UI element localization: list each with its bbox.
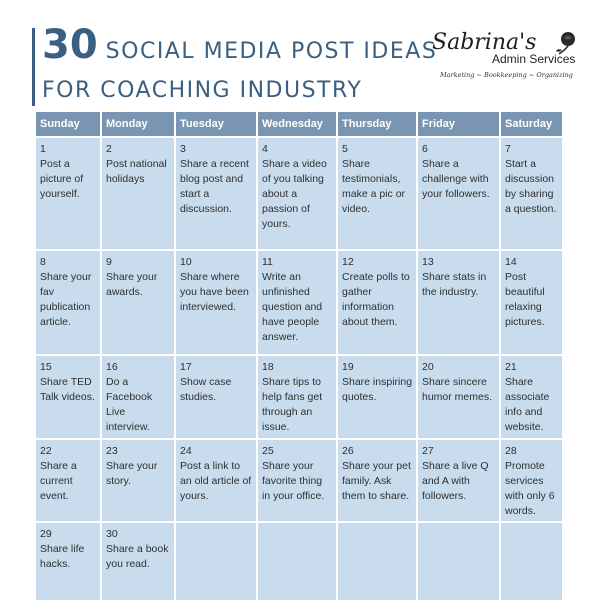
logo-subname: Admin Services <box>492 52 576 66</box>
calendar-day-cell <box>338 138 416 249</box>
day-header-tuesday: Tuesday <box>176 112 256 136</box>
day-number: 10 <box>180 256 192 268</box>
post-idea-text: Post national holidays <box>106 158 167 185</box>
post-idea-text: Share life hacks. <box>40 543 85 570</box>
post-idea-text: Share tips to help fans get through an issue. <box>262 376 323 433</box>
calendar-day-cell <box>501 440 562 521</box>
calendar-day-cell <box>102 356 174 438</box>
day-number: 27 <box>422 445 434 457</box>
post-idea-text: Share a live Q and A with followers. <box>422 460 489 502</box>
calendar-day-cell <box>501 251 562 354</box>
post-idea-text: Share sincere humor memes. <box>422 376 493 403</box>
calendar-day-cell <box>418 356 499 438</box>
calendar-day-cell <box>102 138 174 249</box>
empty-calendar-cell <box>338 523 416 600</box>
post-idea-text: Share TED Talk videos. <box>40 376 95 403</box>
post-idea-text: Share your favorite thing in your office. <box>262 460 325 502</box>
day-number: 24 <box>180 445 192 457</box>
day-number: 6 <box>422 143 428 155</box>
day-number: 4 <box>262 143 268 155</box>
day-number: 26 <box>342 445 354 457</box>
calendar-day-cell <box>338 440 416 521</box>
day-number: 1 <box>40 143 46 155</box>
day-header-friday: Friday <box>418 112 499 136</box>
post-idea-text: Share associate info and website. <box>505 376 550 433</box>
calendar-day-cell <box>36 138 100 249</box>
post-idea-text: Share a challenge with your followers. <box>422 158 490 200</box>
post-idea-text: Share your fav publication article. <box>40 271 92 328</box>
post-idea-text: Share a book you read. <box>106 543 169 570</box>
calendar-day-cell <box>258 251 336 354</box>
day-number: 12 <box>342 256 354 268</box>
empty-calendar-cell <box>501 523 562 600</box>
day-number: 22 <box>40 445 52 457</box>
calendar-day-cell <box>36 440 100 521</box>
calendar-day-cell <box>102 523 174 600</box>
post-idea-text: Share a video of you talking about a passion of yours. <box>262 158 327 230</box>
page-title <box>42 22 437 66</box>
post-idea-text: Promote services with only 6 words. <box>505 460 555 517</box>
day-number: 18 <box>262 361 274 373</box>
title-accent-bar <box>32 28 35 106</box>
title-text: SOCIAL MEDIA POST IDEAS <box>105 39 438 64</box>
day-header-wednesday: Wednesday <box>258 112 336 136</box>
day-header-saturday: Saturday <box>501 112 562 136</box>
logo-tagline: Marketing ~ Bookkeeping ~ Organizing <box>440 71 573 79</box>
calendar-day-cell <box>258 356 336 438</box>
post-idea-text: Share your story. <box>106 460 158 487</box>
day-number: 11 <box>262 256 273 268</box>
day-header-monday: Monday <box>102 112 174 136</box>
day-header-thursday: Thursday <box>338 112 416 136</box>
calendar-day-cell <box>258 138 336 249</box>
page-header <box>0 0 600 112</box>
empty-calendar-cell <box>258 523 336 600</box>
post-idea-text: Create polls to gather information about them. <box>342 271 410 328</box>
day-number: 8 <box>40 256 46 268</box>
calendar-day-cell <box>102 251 174 354</box>
post-idea-text: Post beautiful relaxing pictures. <box>505 271 545 328</box>
day-number: 19 <box>342 361 354 373</box>
calendar-day-cell <box>338 251 416 354</box>
day-number: 13 <box>422 256 434 268</box>
company-logo <box>430 30 590 84</box>
day-number: 3 <box>180 143 186 155</box>
calendar-day-cell <box>36 356 100 438</box>
calendar-day-cell <box>176 138 256 249</box>
day-header-sunday: Sunday <box>36 112 100 136</box>
post-idea-text: Start a discussion by sharing a question. <box>505 158 557 215</box>
empty-calendar-cell <box>176 523 256 600</box>
logo-name: Sabrina's <box>432 30 537 55</box>
calendar-day-cell <box>176 356 256 438</box>
calendar-day-cell <box>501 138 562 249</box>
day-number: 9 <box>106 256 112 268</box>
calendar-day-cell <box>36 523 100 600</box>
post-idea-text: Share stats in the industry. <box>422 271 487 298</box>
day-number: 21 <box>505 361 517 373</box>
title-number: 30 <box>42 22 98 68</box>
day-number: 5 <box>342 143 348 155</box>
calendar-day-cell <box>176 440 256 521</box>
day-number: 30 <box>106 528 118 540</box>
post-idea-text: Share a current event. <box>40 460 77 502</box>
page-subtitle: FOR COACHING INDUSTRY <box>42 78 363 103</box>
calendar-day-cell <box>418 251 499 354</box>
calendar-day-cell <box>258 440 336 521</box>
post-idea-text: Show case studies. <box>180 376 232 403</box>
post-idea-text: Post a picture of yourself. <box>40 158 84 200</box>
post-idea-text: Share your awards. <box>106 271 158 298</box>
calendar-day-cell <box>501 356 562 438</box>
day-number: 23 <box>106 445 118 457</box>
calendar-day-cell <box>36 251 100 354</box>
post-idea-text: Share inspiring quotes. <box>342 376 413 403</box>
post-idea-text: Share a recent blog post and start a discussion. <box>180 158 249 215</box>
post-idea-text: Share your pet family. Ask them to share. <box>342 460 411 502</box>
day-number: 25 <box>262 445 274 457</box>
calendar-day-cell <box>418 440 499 521</box>
day-number: 20 <box>422 361 434 373</box>
post-idea-text: Post a link to an old article of yours. <box>180 460 252 502</box>
day-number: 14 <box>505 256 517 268</box>
post-idea-text: Share testimonials, make a pic or video. <box>342 158 406 215</box>
calendar-day-cell <box>338 356 416 438</box>
day-number: 2 <box>106 143 112 155</box>
calendar-day-cell <box>418 138 499 249</box>
day-number: 15 <box>40 361 52 373</box>
day-number: 16 <box>106 361 118 373</box>
day-number: 28 <box>505 445 517 457</box>
post-idea-text: Write an unfinished question and have people answer. <box>262 271 323 343</box>
calendar-day-cell <box>176 251 256 354</box>
day-number: 29 <box>40 528 52 540</box>
day-number: 17 <box>180 361 192 373</box>
calendar-grid <box>36 112 570 591</box>
post-idea-text: Share where you have been interviewed. <box>180 271 249 313</box>
day-number: 7 <box>505 143 511 155</box>
post-idea-text: Do a Facebook Live interview. <box>106 376 153 433</box>
calendar-day-cell <box>102 440 174 521</box>
empty-calendar-cell <box>418 523 499 600</box>
